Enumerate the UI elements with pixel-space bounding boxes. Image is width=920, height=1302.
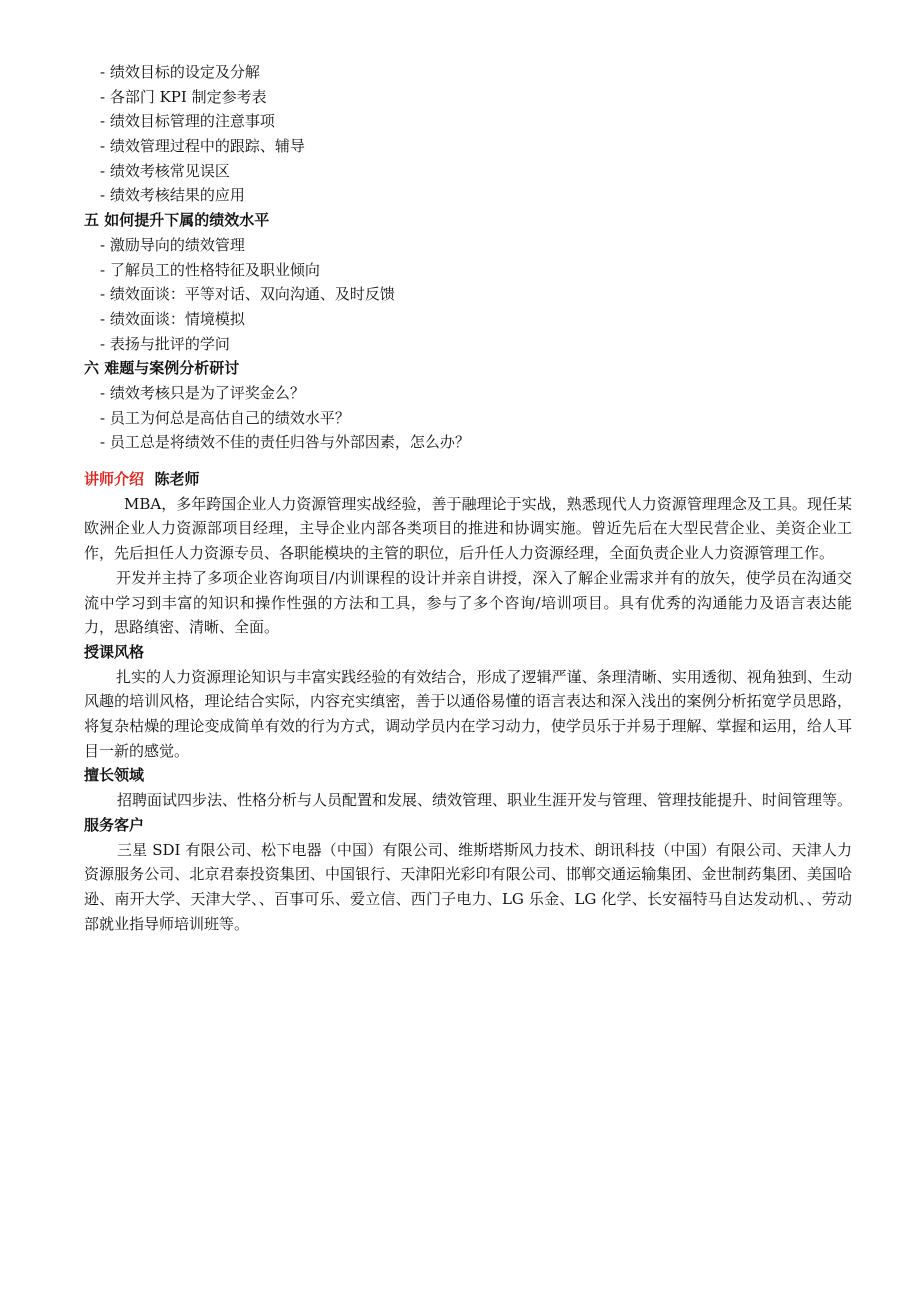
style-heading: 授课风格 [84,642,145,661]
section5-heading: 五 如何提升下属的绩效水平 [84,211,270,230]
document-page [84,60,852,936]
instructor-paragraph-2: 开发并主持了多项企业咨询项目/内训课程的设计并亲自讲授，深入了解企业需求并有的放矢，使学员在沟通交流中学习到丰富的知识和操作性强的方法和工具，参与了多个咨询/培训项目。具有优秀的沟通能力及语言表达能力，思路缜密、清晰、全面。 [84,568,852,637]
clients-heading: 服务客户 [84,815,145,834]
section6-list [84,381,852,455]
list-item: - 绩效考核只是为了评奖金么？ [100,383,305,402]
section6-heading: 六 难题与案例分析研讨 [84,359,240,378]
section5-list [84,233,852,356]
list-item: - 绩效目标管理的注意事项 [100,112,275,131]
instructor-name: 陈老师 [154,470,200,488]
expertise-paragraph: 招聘面试四步法、性格分析与人员配置和发展、绩效管理、职业生涯开发与管理、管理技能提升、时间管理等。 [117,791,853,810]
instructor-paragraph-1: MBA，多年跨国企业人力资源管理实战经验，善于融理论于实战，熟悉现代人力资源管理理念及工具。现任某欧洲企业人力资源部项目经理，主导企业内部各类项目的推进和协调实施。曾近先后在大型民营企业、美资企业工作，先后担任人力资源专员、各职能模块的主管的职位，后升任人力资源经理，全面负责企业人力资源管理工作。 [84,494,852,563]
instructor-label: 讲师介绍 [84,470,145,488]
list-item: - 绩效管理过程中的跟踪、辅导 [100,137,305,156]
list-item: - 了解员工的性格特征及职业倾向 [100,260,320,279]
style-paragraph: 扎实的人力资源理论知识与丰富实践经验的有效结合，形成了逻辑严谨、条理清晰、实用透彻、视角独到、生动风趣的培训风格，理论结合实际，内容充实缜密，善于以通俗易懂的语言表达和深入浅出的案例分析拓宽学员思路，将复杂枯燥的理论变成简单有效的行为方式，调动学员内在学习动力，使学员乐于并易于理解、掌握和运用，给人耳目一新的感觉。 [84,667,852,760]
list-item: - 绩效面谈：情境模拟 [100,309,245,328]
list-item: - 绩效考核常见误区 [100,161,230,180]
list-item: - 表扬与批评的学问 [100,334,230,353]
spacer [84,455,852,467]
list-item: - 各部门 KPI 制定参考表 [100,87,267,106]
expertise-heading: 擅长领域 [84,766,145,785]
clients-paragraph: 三星 SDI 有限公司、松下电器（中国）有限公司、维斯塔斯风力技术、朗讯科技（中国）有限公司、天津人力资源服务公司、北京君泰投资集团、中国银行、天津阳光彩印有限公司、邯郸交通运输集团、金世制药集团、美国哈逊、南开大学、天津大学、、百事可乐、爱立信、西门子电力、LG 乐金、LG 化学、长安福特马自达发动机、、劳动部就业指导师培训班等。 [84,840,852,933]
list-item: - 绩效面谈：平等对话、双向沟通、及时反馈 [100,285,395,304]
list-item: - 员工总是将绩效不佳的责任归咎与外部因素，怎么办？ [100,433,470,452]
list-item: - 绩效目标的设定及分解 [100,63,260,81]
list-item: - 激励导向的绩效管理 [100,235,245,254]
list-item: - 绩效考核结果的应用 [100,186,245,205]
section4-list [84,60,852,208]
list-item: - 员工为何总是高估自己的绩效水平？ [100,408,350,427]
instructor-heading [84,467,852,492]
